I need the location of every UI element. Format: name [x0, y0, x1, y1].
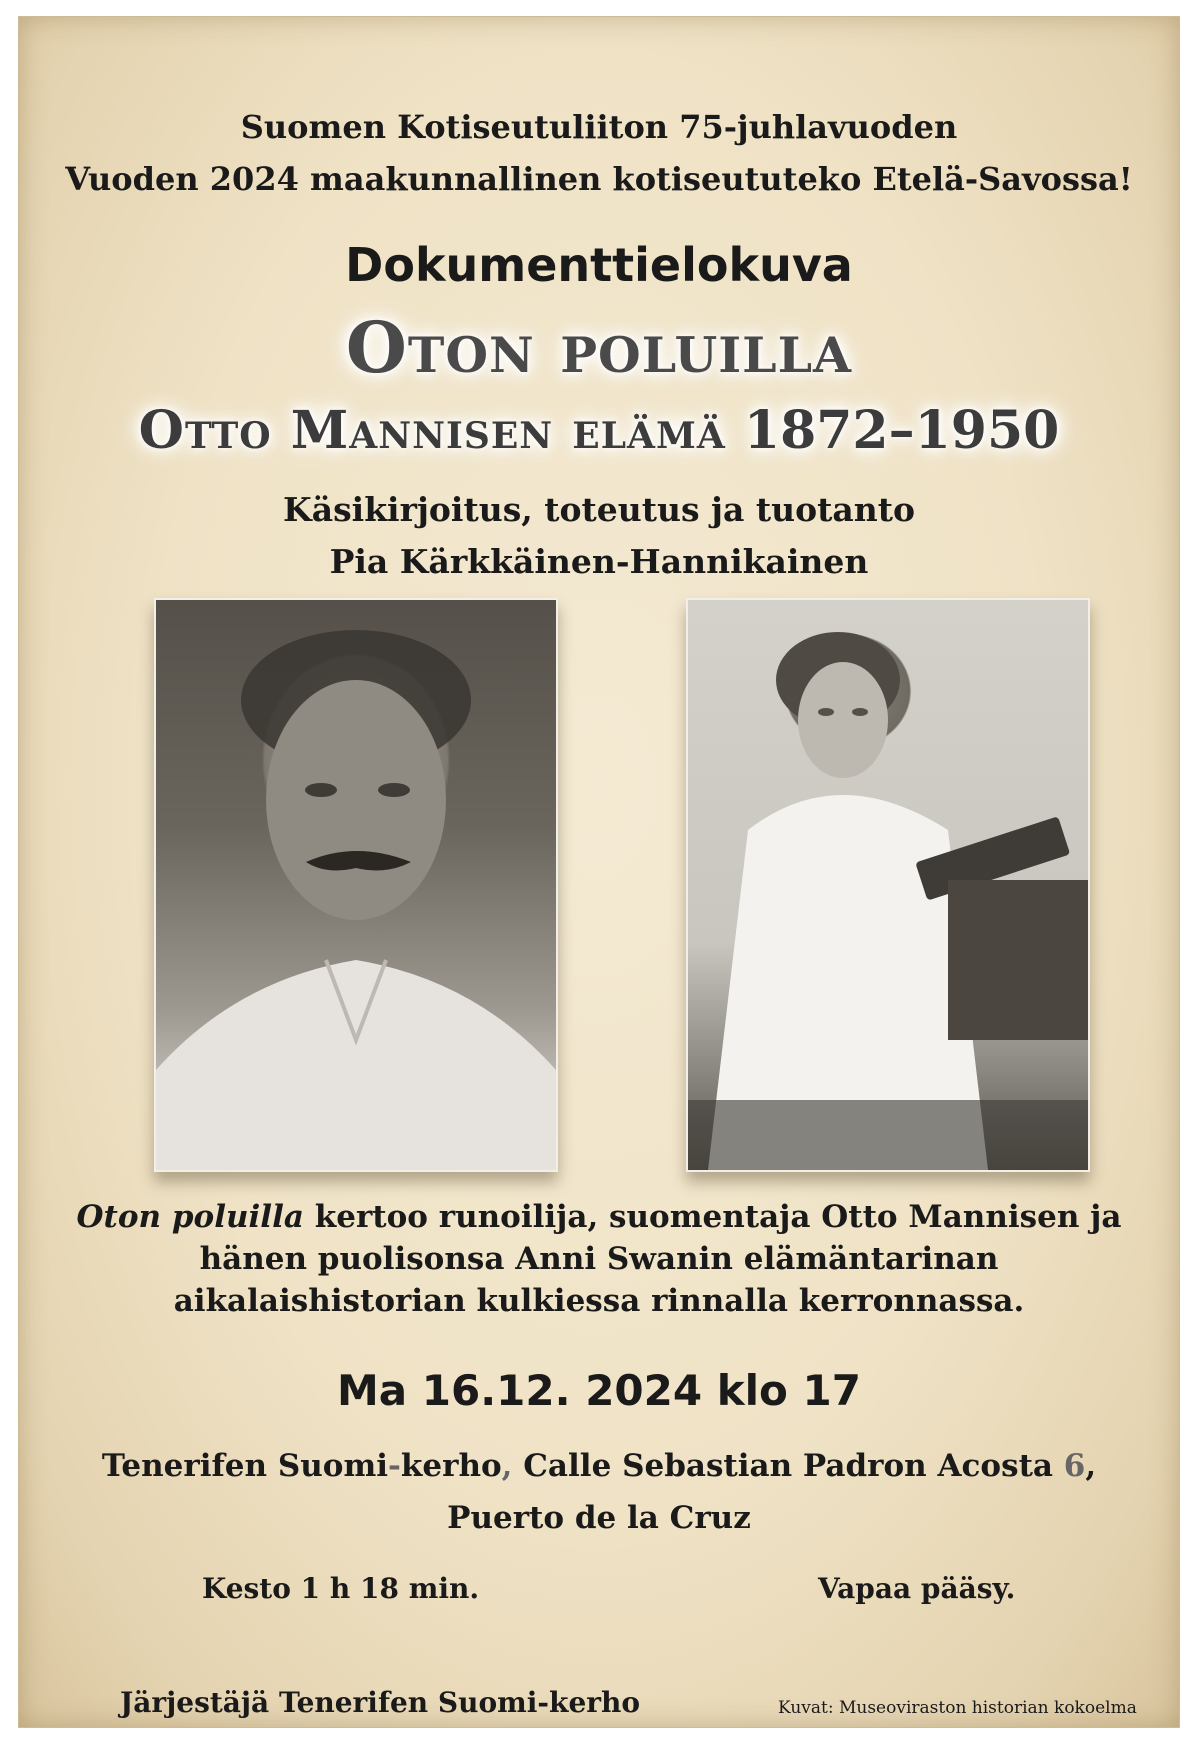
film-title: Oton poluilla [345, 306, 853, 389]
venue-number: 6 [1063, 1448, 1086, 1484]
description-line-1 [18, 1199, 1180, 1235]
event-duration: Kesto 1 h 18 min. [202, 1572, 480, 1605]
regional-deed-line: Vuoden 2024 maakunnallinen kotiseututeko Etelä-Savossa! [65, 160, 1133, 198]
venue-name-part2: kerho [400, 1448, 502, 1484]
venue-street: Calle Sebastian Padron Acosta [512, 1448, 1064, 1484]
poster [18, 16, 1180, 1728]
film-kind: Dokumenttielokuva [345, 238, 853, 292]
venue-dash: - [388, 1448, 401, 1484]
subtitle-text: Otto Mannisen elämä [138, 400, 726, 461]
venue-comma-2: , [1085, 1448, 1097, 1484]
credits-name: Pia Kärkkäinen-Hannikainen [329, 542, 869, 581]
event-date: Ma 16.12. 2024 klo 17 [337, 1366, 861, 1415]
event-admission: Vapaa pääsy. [818, 1572, 1016, 1605]
portrait-otto-manninen [154, 598, 558, 1172]
description-line-1-rest: kertoo runoilija, suomentaja Otto Mannisen ja [303, 1199, 1122, 1235]
anniversary-line: Suomen Kotiseutuliiton 75-juhlavuoden [240, 108, 958, 146]
venue-comma: , [501, 1448, 513, 1484]
event-venue [18, 1448, 1180, 1484]
venue-name-part1: Tenerifen Suomi [101, 1448, 389, 1484]
description-line-3: aikalaishistorian kulkiessa rinnalla kerronnassa. [173, 1283, 1025, 1319]
organizer: Järjestäjä Tenerifen Suomi-kerho [120, 1686, 641, 1719]
subtitle-years: 1872–1950 [743, 400, 1060, 461]
event-city: Puerto de la Cruz [447, 1500, 751, 1536]
film-subtitle [18, 400, 1180, 461]
portrait-anni-swan [686, 598, 1090, 1172]
description-film-title: Oton poluilla [76, 1199, 304, 1235]
photo-credit: Kuvat: Museoviraston historian kokoelma [778, 1698, 1137, 1718]
description-line-2: hänen puolisonsa Anni Swanin elämäntarinan [199, 1241, 999, 1277]
credits-role: Käsikirjoitus, toteutus ja tuotanto [283, 490, 915, 529]
